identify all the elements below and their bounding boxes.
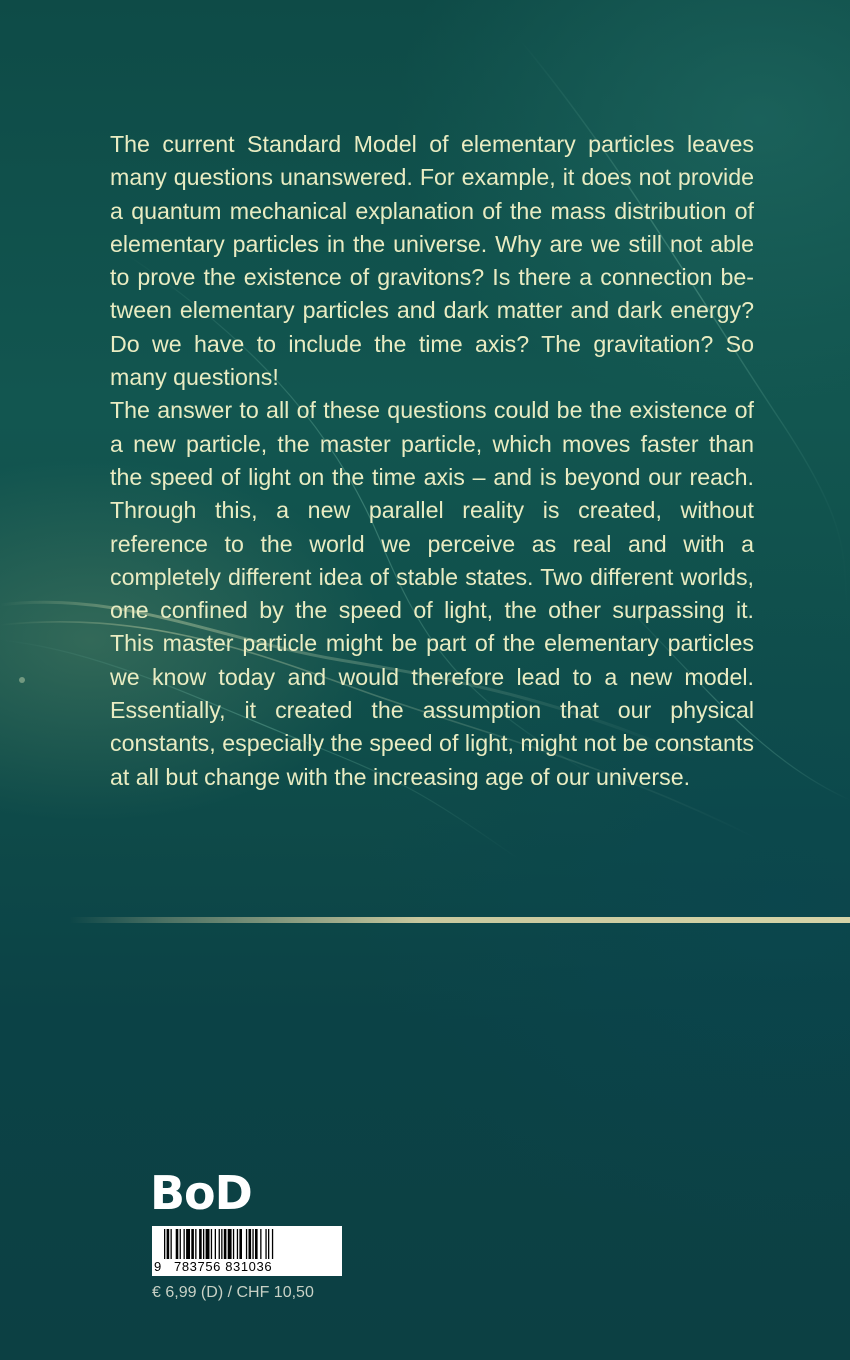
barcode-bar xyxy=(224,1229,227,1259)
isbn-digits: 783756 831036 xyxy=(172,1259,342,1274)
barcode-bar xyxy=(184,1229,185,1259)
barcode-bar xyxy=(246,1229,247,1259)
barcode-bar xyxy=(233,1229,234,1259)
price-label: € 6,99 (D) / CHF 10,50 xyxy=(152,1284,314,1301)
barcode-bar xyxy=(268,1229,269,1259)
barcode-bar xyxy=(167,1229,170,1259)
barcode-bar xyxy=(255,1229,258,1259)
barcode-bar xyxy=(206,1229,210,1259)
barcode-bar xyxy=(239,1229,242,1259)
barcode-bar xyxy=(221,1229,222,1259)
barcode-bar xyxy=(203,1229,204,1259)
barcode-bar xyxy=(252,1229,253,1259)
blurb-paragraph-1: The current Standard Model of elementary particles leaves many questions unanswered. For example, it does not provide a quantum mechanical explanation of the mass distribution of elementary particles in the universe. Why are we still not able to prove the existence of gravitons? Is there a connection between elementary particles and dark matter and dark energy? Do we have to include the time axis? The gravitation? So many questions! xyxy=(110,131,754,391)
horizontal-rule xyxy=(70,917,850,923)
barcode-bars xyxy=(164,1229,338,1259)
barcode-bar xyxy=(195,1229,196,1259)
barcode-bar xyxy=(219,1229,220,1259)
isbn-barcode xyxy=(152,1226,342,1276)
barcode-bar xyxy=(249,1229,252,1259)
barcode-bar xyxy=(265,1229,266,1259)
isbn-lead-digit: 9 xyxy=(154,1259,162,1274)
barcode-bar xyxy=(199,1229,202,1259)
publisher-logo: BoD xyxy=(150,1166,252,1220)
blurb-paragraph-2: The answer to all of these questions could be the existence of a new particle, the master particle, which moves faster than the speed of light on the time axis – and is beyond our reach. Through this, a new parallel reality is created, without reference to the world we perceive as real and with a completely different idea of stable states. Two different worlds, one confined by the speed of light, the other surpassing it. This master particle might be part of the elementary particles we know today and would therefore lead to a new model. Essentially, it created the assumption that our physical constants, especially the speed of light, might not be constants at all but change with the increasing age of our universe. xyxy=(110,397,754,790)
barcode-bar xyxy=(211,1229,212,1259)
barcode-bar xyxy=(180,1229,181,1259)
barcode-bar xyxy=(215,1229,216,1259)
barcode-bar xyxy=(191,1229,194,1259)
barcode-bar xyxy=(260,1229,261,1259)
barcode-bar xyxy=(171,1229,172,1259)
barcode-bar xyxy=(272,1229,273,1259)
barcode-bar xyxy=(228,1229,232,1259)
barcode-bar xyxy=(237,1229,238,1259)
barcode-bar xyxy=(186,1229,190,1259)
blurb-text xyxy=(110,128,754,794)
barcode-bar xyxy=(164,1229,165,1259)
barcode-bar xyxy=(176,1229,179,1259)
